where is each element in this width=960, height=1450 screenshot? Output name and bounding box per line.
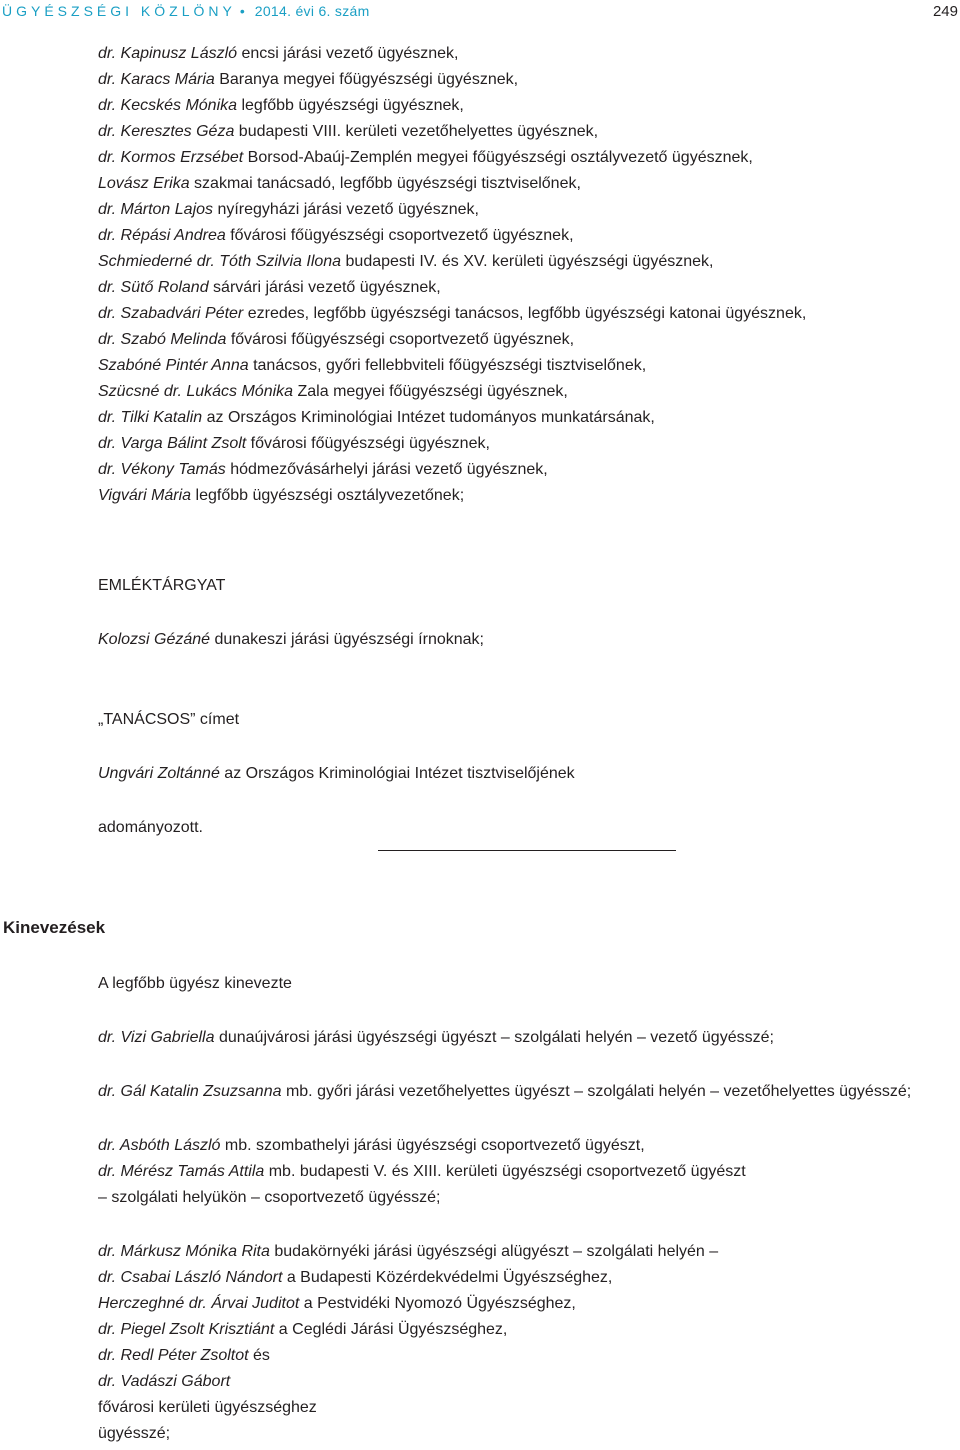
person-name: dr. Asbóth László — [98, 1137, 221, 1154]
text-line — [98, 252, 948, 278]
text-line — [98, 1136, 948, 1162]
awarded-closing: adományozott. — [98, 819, 203, 836]
appointment-1 — [98, 1028, 948, 1054]
text-run: az Országos Kriminológiai Intézet tudományos munkatársának, — [202, 409, 655, 426]
councillor-heading: „TANÁCSOS” címet — [98, 711, 240, 728]
person-name: dr. Sütő Roland — [98, 279, 209, 296]
person-name: dr. Kecskés Mónika — [98, 97, 238, 114]
text-run: mb. győri járási vezetőhelyettes ügyészt – szolgálati helyén – vezetőhelyettes ügyésszé; — [281, 1083, 912, 1100]
text-line — [98, 1242, 948, 1268]
appointments-body — [98, 974, 948, 1450]
text-line — [98, 44, 948, 70]
text-run: tanácsos, győri fellebbviteli főügyészségi tisztviselőnek, — [248, 357, 647, 374]
person-name: dr. Kapinusz László — [98, 45, 238, 62]
person-name: dr. Vékony Tamás — [98, 461, 226, 478]
text-line — [98, 434, 948, 460]
person-name: dr. Márton Lajos — [98, 201, 214, 218]
text-run: fővárosi kerületi ügyészséghez — [98, 1399, 317, 1416]
text-line — [98, 96, 948, 122]
person-name: dr. Csabai László Nándort — [98, 1269, 283, 1286]
text-line — [98, 382, 948, 408]
section-title-appointments: Kinevezések — [3, 918, 106, 937]
header-bullet: • — [239, 3, 245, 19]
appointment-3 — [98, 1136, 948, 1214]
person-name: dr. Tilki Katalin — [98, 409, 203, 426]
text-run: nyíregyházi járási vezető ügyésznek, — [213, 201, 479, 218]
person-name: Schmiederné dr. Tóth Szilvia Ilona — [98, 253, 342, 270]
text-run: legfőbb ügyészségi osztályvezetőnek; — [191, 487, 465, 504]
person-name: dr. Répási Andrea — [98, 227, 226, 244]
person-name: Ungvári Zoltánné — [98, 765, 220, 782]
text-line — [98, 1320, 948, 1346]
section-divider — [378, 850, 676, 851]
text-line — [98, 226, 948, 252]
text-line — [98, 304, 948, 330]
text-line — [98, 1398, 948, 1424]
person-name: Lovász Erika — [98, 175, 190, 192]
person-name: dr. Redl Péter Zsoltot — [98, 1347, 249, 1364]
text-line — [98, 486, 948, 512]
text-line — [98, 1346, 948, 1372]
text-run: dunaújvárosi járási ügyészségi ügyészt – szolgálati helyén – vezető ügyésszé; — [214, 1029, 774, 1046]
text-run: dunakeszi járási ügyészségi írnoknak; — [210, 631, 484, 648]
running-header — [2, 3, 958, 23]
person-name: dr. Mérész Tamás Attila — [98, 1163, 265, 1180]
text-run: budapesti VIII. kerületi vezetőhelyettes ügyésznek, — [234, 123, 599, 140]
appointment-4 — [98, 1242, 948, 1450]
appointment-2 — [98, 1082, 948, 1108]
person-name: dr. Márkusz Mónika Rita — [98, 1243, 270, 1260]
award-list — [98, 44, 948, 512]
person-name: dr. Kormos Erzsébet — [98, 149, 244, 166]
text-run: hódmezővásárhelyi járási vezető ügyésznek, — [225, 461, 548, 478]
text-run: mb. budapesti V. és XIII. kerületi ügyészségi csoportvezető ügyészt — [264, 1163, 746, 1180]
text-run: encsi járási vezető ügyésznek, — [237, 45, 459, 62]
text-line — [98, 408, 948, 434]
text-line — [98, 174, 948, 200]
text-line — [98, 1372, 948, 1398]
text-line — [98, 200, 948, 226]
text-line — [98, 1424, 948, 1450]
person-name: Vigvári Mária — [98, 487, 192, 504]
text-run: fővárosi főügyészségi ügyésznek, — [246, 435, 490, 452]
text-run: szakmai tanácsadó, legfőbb ügyészségi tisztviselőnek, — [189, 175, 581, 192]
text-run: mb. szombathelyi járási ügyészségi csoportvezető ügyészt, — [220, 1137, 645, 1154]
text-run: – szolgálati helyükön – csoportvezető ügyésszé; — [98, 1189, 441, 1206]
text-run: budapesti IV. és XV. kerületi ügyészségi ügyésznek, — [341, 253, 714, 270]
text-line — [98, 1162, 948, 1188]
text-line — [98, 1188, 948, 1214]
text-line — [98, 356, 948, 382]
text-run: a Ceglédi Járási Ügyészséghez, — [274, 1321, 508, 1338]
memento-recipient — [98, 630, 948, 656]
text-run: és — [248, 1347, 270, 1364]
councillor-recipient — [98, 764, 948, 790]
person-name: dr. Karacs Mária — [98, 71, 215, 88]
text-line — [98, 148, 948, 174]
person-name: dr. Vadászi Gábort — [98, 1373, 231, 1390]
text-run: Borsod-Abaúj-Zemplén megyei főügyészségi osztályvezető ügyésznek, — [243, 149, 753, 166]
document-body — [98, 44, 948, 844]
text-line — [98, 1294, 948, 1320]
text-run: fővárosi főügyészségi csoportvezető ügyésznek, — [226, 331, 575, 348]
text-line — [98, 1268, 948, 1294]
person-name: Kolozsi Gézáné — [98, 631, 211, 648]
person-name: dr. Vizi Gabriella — [98, 1029, 215, 1046]
text-run: sárvári járási vezető ügyésznek, — [208, 279, 441, 296]
text-line — [98, 278, 948, 304]
text-line — [98, 460, 948, 486]
text-line — [98, 330, 948, 356]
page-number: 249 — [932, 3, 958, 20]
person-name: dr. Varga Bálint Zsolt — [98, 435, 247, 452]
text-run: fővárosi főügyészségi csoportvezető ügyésznek, — [225, 227, 574, 244]
text-run: Zala megyei főügyészségi ügyésznek, — [293, 383, 568, 400]
text-line — [98, 70, 948, 96]
journal-title: ÜGYÉSZSÉGI KÖZLÖNY — [2, 3, 236, 19]
text-run: ezredes, legfőbb ügyészségi tanácsos, legfőbb ügyészségi katonai ügyésznek, — [243, 305, 807, 322]
person-name: dr. Gál Katalin Zsuzsanna — [98, 1083, 282, 1100]
text-run: legfőbb ügyészségi ügyésznek, — [237, 97, 464, 114]
memento-heading: EMLÉKTÁRGYAT — [98, 577, 226, 594]
text-run: Baranya megyei főügyészségi ügyésznek, — [214, 71, 519, 88]
person-name: Szabóné Pintér Anna — [98, 357, 249, 374]
text-run: a Budapesti Közérdekvédelmi Ügyészséghez, — [282, 1269, 613, 1286]
text-run: ügyésszé; — [98, 1425, 171, 1442]
person-name: dr. Szabó Melinda — [98, 331, 227, 348]
appointments-intro: A legfőbb ügyész kinevezte — [98, 975, 292, 992]
text-run: az Országos Kriminológiai Intézet tisztviselőjének — [219, 765, 575, 782]
person-name: Herczeghné dr. Árvai Juditot — [98, 1295, 300, 1312]
person-name: Szücsné dr. Lukács Mónika — [98, 383, 294, 400]
text-line — [98, 122, 948, 148]
person-name: dr. Keresztes Géza — [98, 123, 235, 140]
text-run: budakörnyéki járási ügyészségi alügyészt – szolgálati helyén – — [269, 1243, 719, 1260]
issue-label: 2014. évi 6. szám — [254, 3, 370, 19]
person-name: dr. Piegel Zsolt Krisztiánt — [98, 1321, 275, 1338]
text-run: a Pestvidéki Nyomozó Ügyészséghez, — [299, 1295, 576, 1312]
person-name: dr. Szabadvári Péter — [98, 305, 244, 322]
